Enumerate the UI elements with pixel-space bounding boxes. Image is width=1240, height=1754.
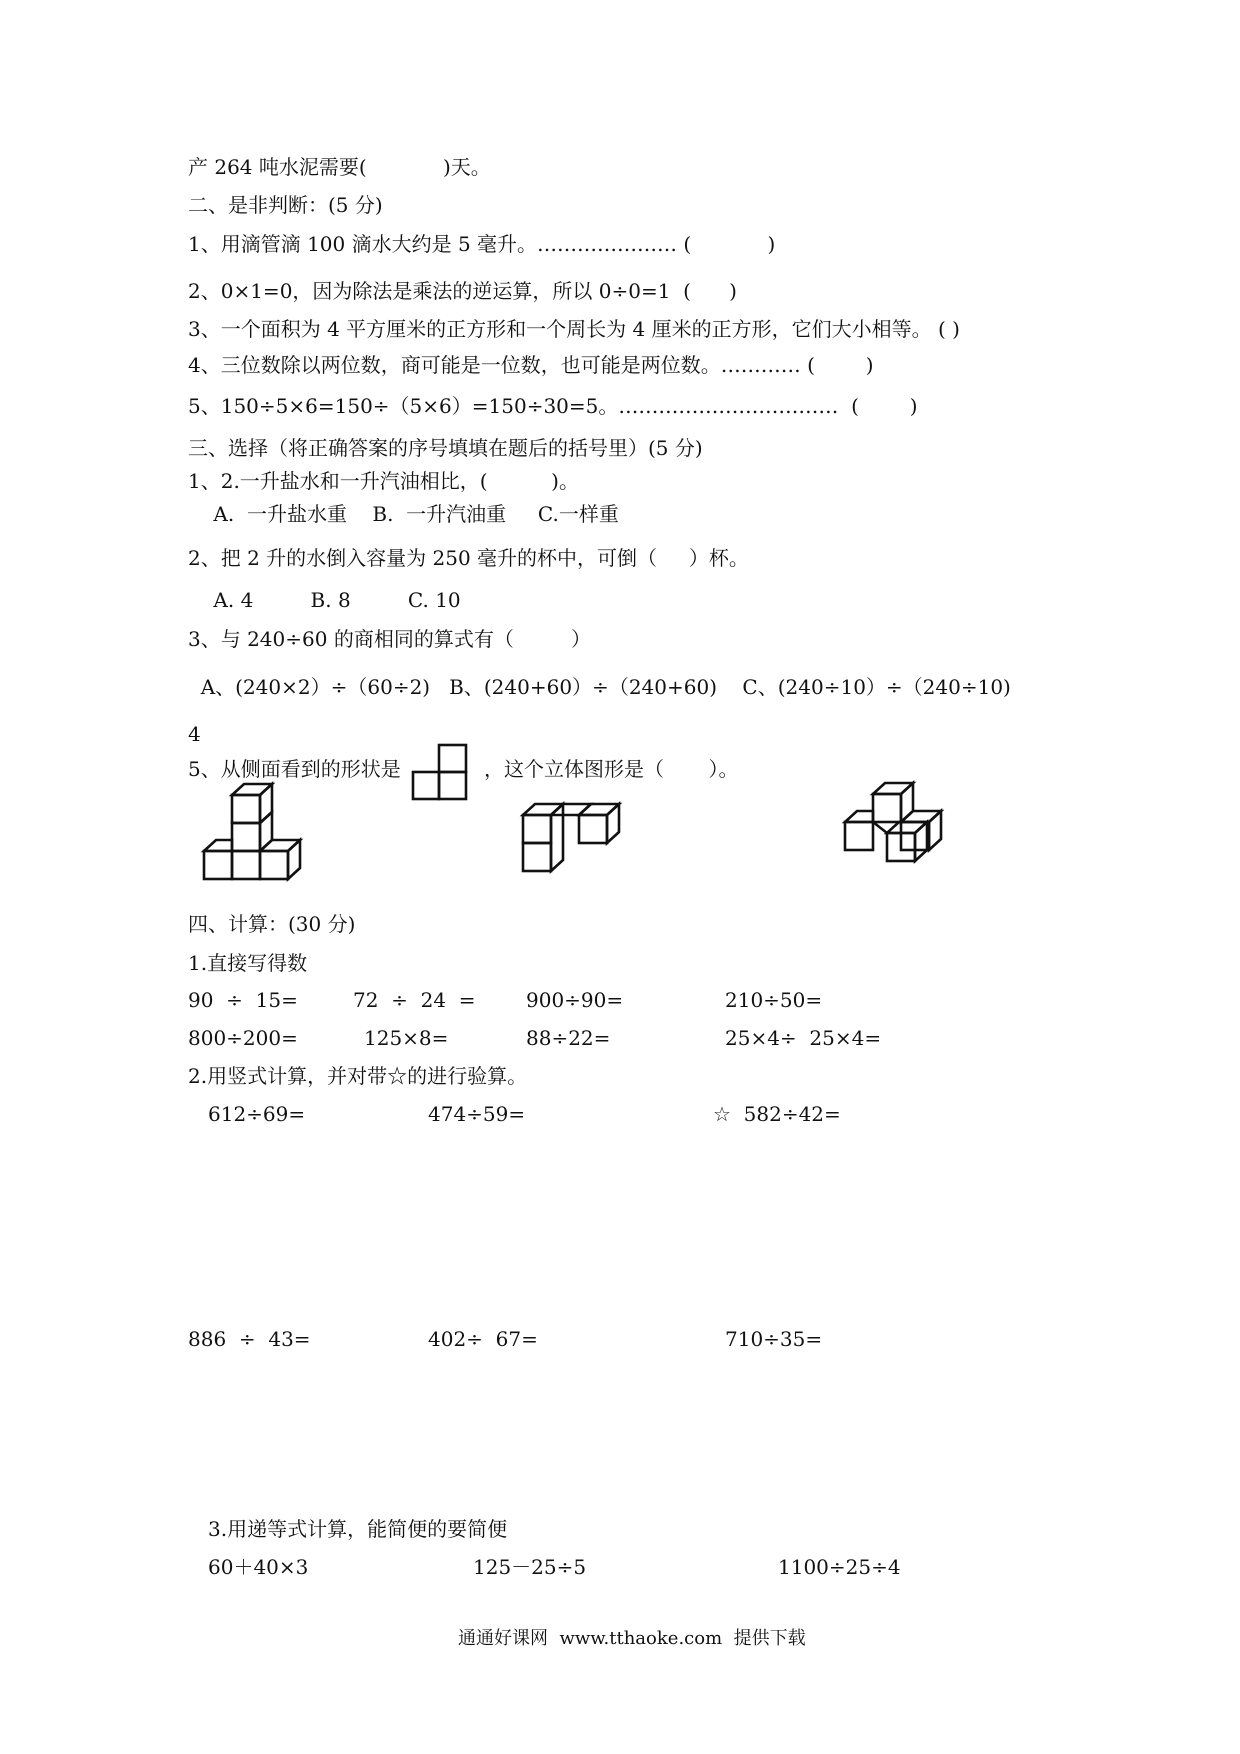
direct-calc-item: 125×8= <box>364 1026 449 1050</box>
stepwise-calc-item: 125－25÷5 <box>473 1555 587 1579</box>
direct-calc-item: 800÷200= <box>188 1026 298 1050</box>
side-view-shape <box>412 744 472 804</box>
vertical-calc-item: 474÷59= <box>428 1102 526 1126</box>
vertical-calc-item: 402÷ 67= <box>428 1327 538 1351</box>
stepwise-calc-item: 60＋40×3 <box>208 1555 309 1579</box>
choice-item-1: 1、2.一升盐水和一升汽油相比，( )。 <box>188 469 579 493</box>
direct-calc-item: 90 ÷ 15= <box>188 988 298 1012</box>
stepwise-calc-title: 3.用递等式计算，能简便的要简便 <box>208 1517 508 1541</box>
cube-figure-b <box>523 800 633 870</box>
judge-item-4: 4、三位数除以两位数，商可能是一位数，也可能是两位数。………… ( ) <box>188 353 874 377</box>
choice-item-4-number: 4 <box>188 722 201 746</box>
vertical-calc-item: 886 ÷ 43= <box>188 1327 311 1351</box>
section-2-title: 二、是非判断：(5 分) <box>188 193 383 217</box>
stepwise-calc-item: 1100÷25÷4 <box>778 1555 901 1579</box>
choice-item-2: 2、把 2 升的水倒入容量为 250 毫升的杯中，可倒（ ）杯。 <box>188 546 749 570</box>
direct-calc-item: 25×4÷ 25×4= <box>725 1026 882 1050</box>
vertical-calc-item: 710÷35= <box>725 1327 823 1351</box>
judge-item-3: 3、一个面积为 4 平方厘米的正方形和一个周长为 4 厘米的正方形，它们大小相等。 ( ) <box>188 317 960 341</box>
judge-item-5: 5、150÷5×6=150÷（5×6）=150÷30=5。…………………………… ( ) <box>188 394 918 418</box>
cube-figure-c <box>843 788 963 878</box>
section-4-title: 四、计算：(30 分) <box>188 912 356 936</box>
choice-item-5-suffix: ，这个立体图形是（ ）。 <box>484 757 739 781</box>
direct-calc-item: 210÷50= <box>725 988 823 1012</box>
choice-item-5-prefix: 5、从侧面看到的形状是 <box>188 757 401 781</box>
judge-item-1: 1、用滴管滴 100 滴水大约是 5 毫升。………………… ( ) <box>188 232 776 256</box>
choice-item-3-options: A、(240×2）÷（60÷2) B、(240+60）÷（240+60) C、(240÷10）÷（240÷10) <box>188 675 1011 699</box>
choice-item-1-options: A. 一升盐水重 B. 一升汽油重 C.一样重 <box>188 502 619 526</box>
judge-item-2: 2、0×1=0，因为除法是乘法的逆运算，所以 0÷0=1 ( ) <box>188 279 737 303</box>
direct-calc-item: 88÷22= <box>526 1026 611 1050</box>
direct-calc-item: 900÷90= <box>526 988 624 1012</box>
section-3-title: 三、选择（将正确答案的序号填填在题后的括号里）(5 分) <box>188 436 703 460</box>
line-01: 产 264 吨水泥需要( )天。 <box>188 155 491 179</box>
choice-item-3: 3、与 240÷60 的商相同的算式有（ ） <box>188 627 592 651</box>
vertical-calc-title: 2.用竖式计算，并对带☆的进行验算。 <box>188 1064 528 1088</box>
cube-figure-a <box>204 780 314 878</box>
vertical-calc-item: 612÷69= <box>208 1102 306 1126</box>
choice-item-2-options: A. 4 B. 8 C. 10 <box>188 588 461 612</box>
vertical-calc-item: ☆ 582÷42= <box>713 1102 841 1126</box>
page-footer: 通通好课网 www.tthaoke.com 提供下载 <box>458 1628 806 1649</box>
direct-calc-title: 1.直接写得数 <box>188 951 308 975</box>
direct-calc-item: 72 ÷ 24 = <box>353 988 476 1012</box>
